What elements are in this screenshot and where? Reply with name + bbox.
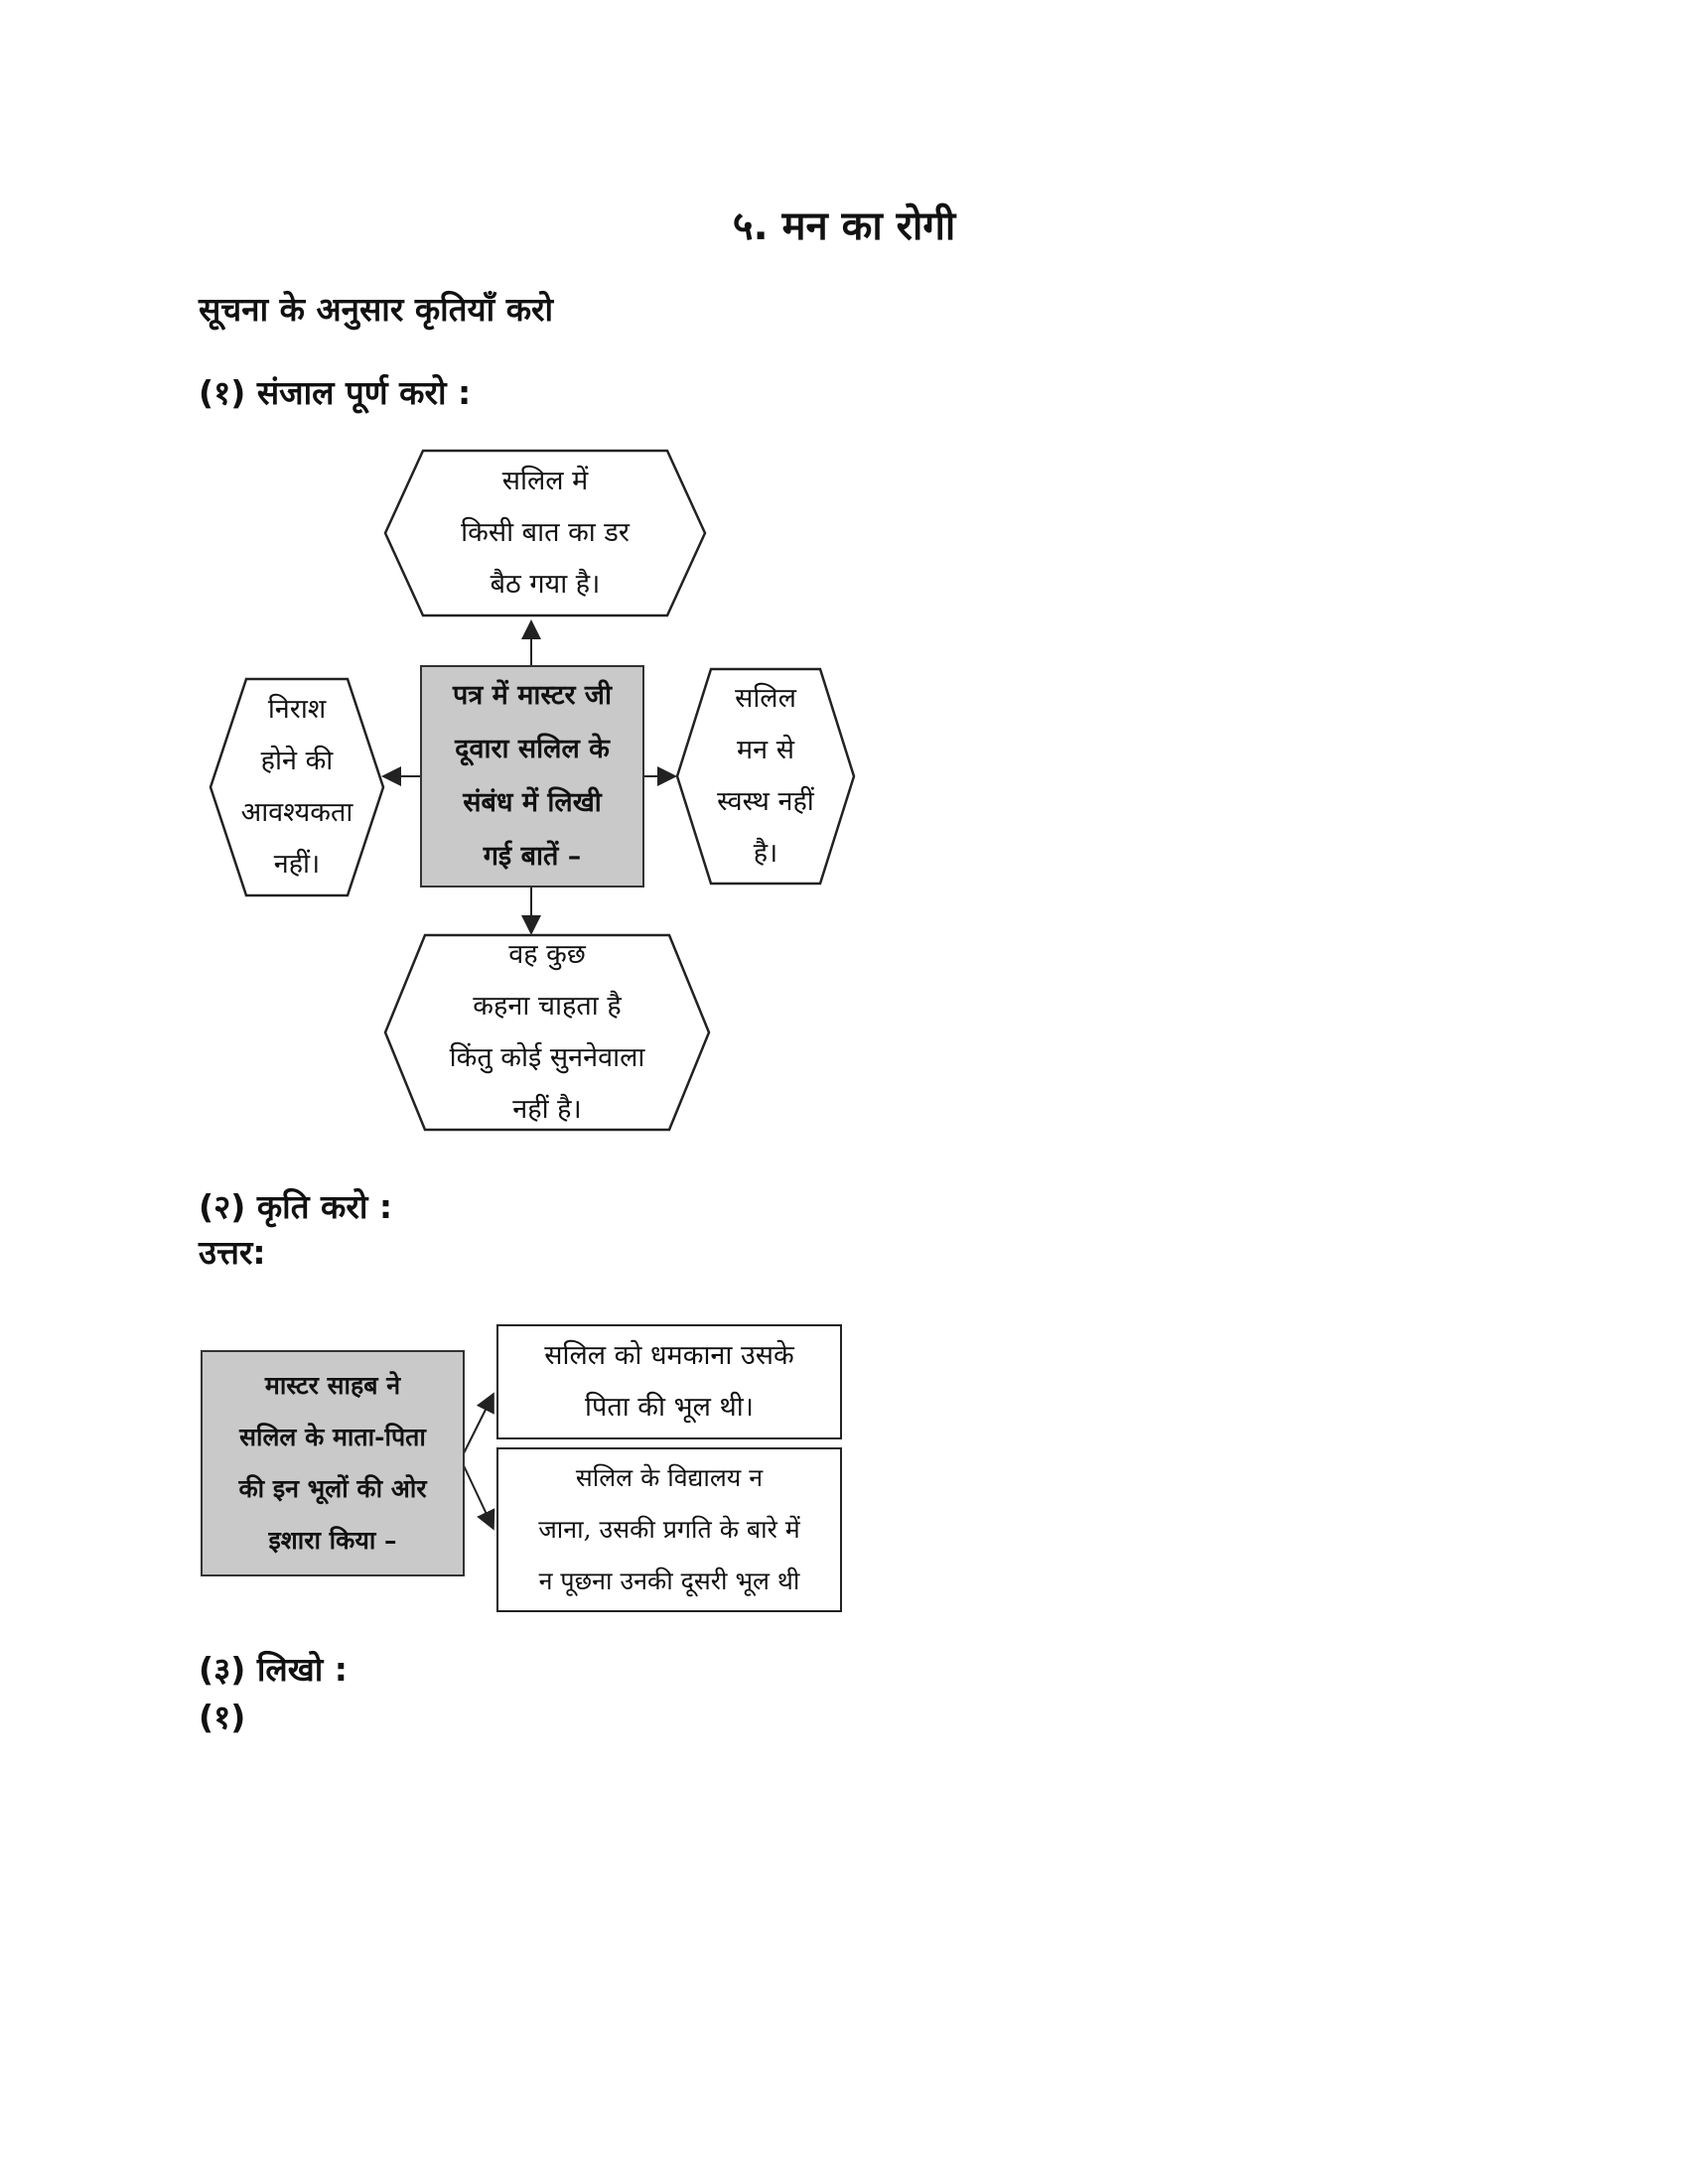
right-hexagon xyxy=(675,667,856,886)
right-hexagon-text: सलिल मन से स्वस्थ नहीं है। xyxy=(717,683,814,869)
q2-answer-label: उत्तर: xyxy=(199,1233,266,1272)
page-title xyxy=(0,197,1688,251)
q3-sub-label: (१) xyxy=(199,1698,246,1736)
bottom-hexagon-text: वह कुछ कहना चाहता है किंतु कोई सुननेवाला नहीं है। xyxy=(449,939,645,1125)
q2-center-box: मास्टर साहब ने सलिल के माता-पिता की इन भूलों की ओर इशारा किया – xyxy=(201,1350,465,1576)
page-title-text: ५. मन का रोगी xyxy=(732,204,956,249)
q2-box-1: सलिल को धमकाना उसके पिता की भूल थी। xyxy=(496,1324,842,1439)
arrow-to-box2 xyxy=(461,1459,492,1527)
q2-label: (२) कृति करो : xyxy=(199,1187,393,1226)
q2-box-2: सलिल के विद्यालय न जाना, उसकी प्रगति के बारे में न पूछना उनकी दूसरी भूल थी xyxy=(496,1447,842,1612)
top-hexagon xyxy=(383,449,707,617)
q2-figure xyxy=(199,1310,854,1608)
bottom-hexagon xyxy=(383,933,711,1132)
concept-web-figure xyxy=(199,447,884,1152)
concept-web-center: पत्र में मास्टर जी दूवारा सलिल के संबंध में लिखी गई बातें – xyxy=(420,665,644,887)
q3-label: (३) लिखो : xyxy=(199,1650,348,1689)
top-hexagon-text: सलिल में किसी बात का डर बैठ गया है। xyxy=(461,466,630,600)
instruction-heading: सूचना के अनुसार कृतियाँ करो xyxy=(199,290,554,329)
left-hexagon-text: निराश होने की आवश्यकता नहीं। xyxy=(240,694,353,880)
arrow-to-box1 xyxy=(461,1396,492,1459)
q1-label: (१) संजाल पूर्ण करो : xyxy=(199,373,472,412)
left-hexagon xyxy=(209,677,385,897)
